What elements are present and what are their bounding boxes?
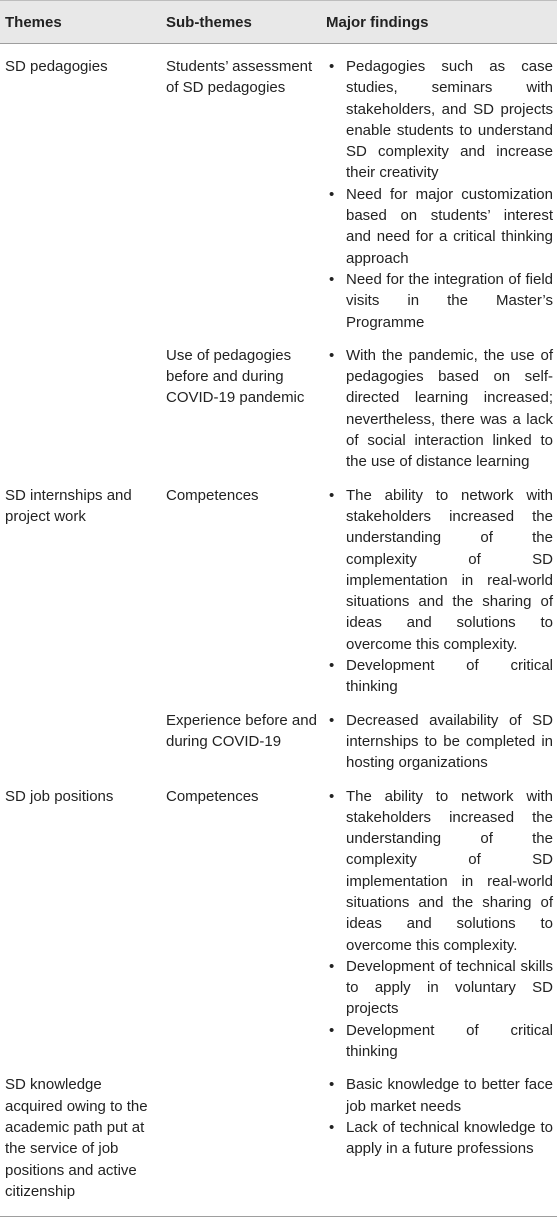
findings-cell	[326, 44, 557, 333]
findings-cell	[326, 698, 557, 774]
findings-cell	[326, 1062, 557, 1202]
findings-list	[326, 56, 553, 333]
table-row	[0, 333, 557, 473]
theme-cell: SD internships and project work	[5, 486, 132, 525]
theme-cell	[0, 698, 163, 774]
subtheme-cell: Students’ assessment of SD pedagogies	[166, 58, 313, 97]
finding-item: • The ability to network with stakeholders increased the understanding of the complexity of SD implementation in real-world situations and the sharing of ideas and solutions to overcome this complexity.	[326, 485, 553, 655]
theme-cell	[0, 333, 163, 473]
subtheme-cell: Competences	[166, 787, 259, 805]
findings-list	[326, 345, 553, 473]
findings-cell	[326, 473, 557, 698]
subtheme-cell: Use of pedagogies before and during COVID-19 pandemic	[166, 346, 305, 407]
table-row	[0, 698, 557, 774]
finding-item: • Lack of technical knowledge to apply in a future professions	[326, 1117, 553, 1160]
theme-cell: SD job positions	[5, 787, 114, 805]
finding-item: • With the pandemic, the use of pedagogies based on self-directed learning increased; nevertheless, there was a lack of social interaction linked to the use of distance learning	[326, 345, 553, 473]
findings-cell	[326, 774, 557, 1063]
header-themes: Themes	[5, 13, 62, 31]
table-row	[0, 44, 557, 333]
findings-list	[326, 786, 553, 1063]
findings-list	[326, 710, 553, 774]
subtheme-cell: Experience before and during COVID-19	[166, 711, 317, 750]
findings-list	[326, 485, 553, 698]
table-header	[0, 0, 557, 44]
subtheme-cell: Competences	[166, 486, 259, 504]
finding-item: • Pedagogies such as case studies, seminars with stakeholders, and SD projects enable students to understand SD complexity and increase their creativity	[326, 56, 553, 184]
findings-list	[326, 1074, 553, 1159]
theme-cell: SD pedagogies	[5, 58, 108, 75]
header-subthemes: Sub-themes	[166, 13, 252, 31]
theme-cell: SD knowledge acquired owing to the academic path put at the service of job positions and active citizenship	[5, 1076, 148, 1200]
subtheme-cell	[163, 1062, 326, 1202]
finding-item: • Need for the integration of field visits in the Master’s Programme	[326, 269, 553, 333]
finding-item: • Development of critical thinking	[326, 655, 553, 698]
finding-item: • Development of technical skills to apply in voluntary SD projects	[326, 956, 553, 1020]
finding-item: • Development of critical thinking	[326, 1020, 553, 1063]
finding-item: • Basic knowledge to better face job market needs	[326, 1074, 553, 1117]
finding-item: • Need for major customization based on students’ interest and need for a critical thinking approach	[326, 184, 553, 269]
table-row	[0, 774, 557, 1063]
header-findings: Major findings	[326, 13, 429, 31]
table-row	[0, 473, 557, 698]
table-row	[0, 1062, 557, 1202]
finding-item: • Decreased availability of SD internships to be completed in hosting organizations	[326, 710, 553, 774]
table-body	[0, 44, 557, 1202]
finding-item: • The ability to network with stakeholders increased the understanding of the complexity of SD implementation in real-world situations and the sharing of ideas and solutions to overcome this complexity.	[326, 786, 553, 956]
findings-cell	[326, 333, 557, 473]
